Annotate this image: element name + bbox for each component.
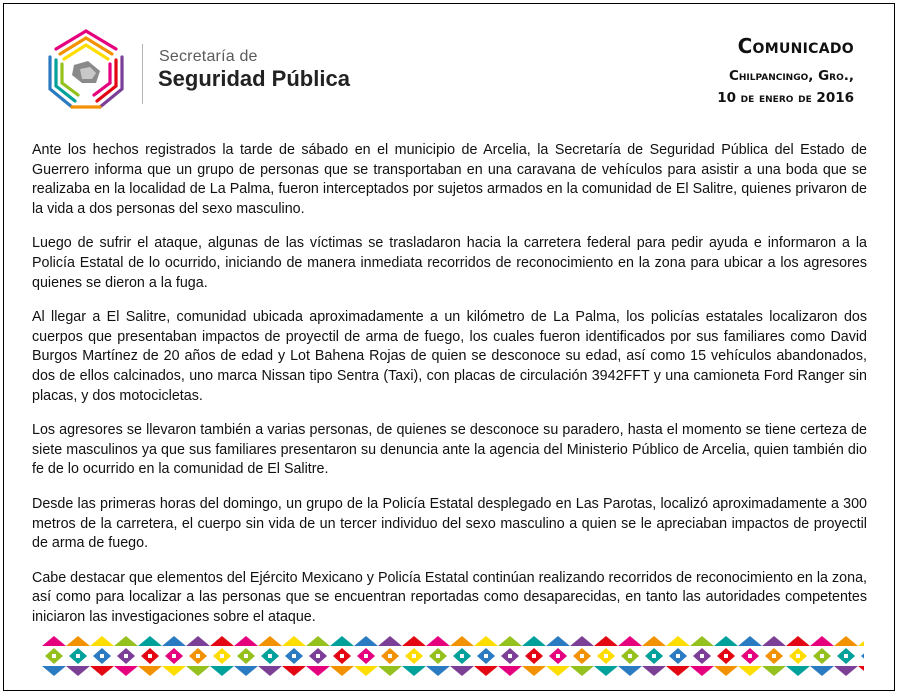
document-type-title: Comunicado (737, 34, 854, 58)
place-line: Chilpancingo, Gro., (728, 68, 854, 84)
decorative-border-band (42, 634, 864, 678)
paragraph-2: Luego de sufrir el ataque, algunas de las víctimas se trasladaron hacia la carretera federal para pedir ayuda e informaron a la Policía Estatal de lo ocurrido, iniciando de manera inmediata recorridos de reconocimiento en la zona para ubicar a los agresores quienes se dieron a la fuga. (32, 235, 867, 291)
guerrero-logo-icon (42, 27, 130, 111)
date-line: 10 de enero de 2016 (717, 90, 854, 106)
paragraph-3: Al llegar a El Salitre, comunidad ubicada aproximadamente a un kilómetro de La Palma, los policías estatales localizaron dos cuerpos que presentaban impactos de proyectil de arma de fuego, los cuales fueron identificados por sus familiares como David Burgos Martínez de 20 años de edad y Lot Bahena Rojas de quien se desconoce su edad, así como 15 vehículos abandonados, dos de ellos calcinados, uno marca Nissan tipo Sentra (Taxi), con placas de circulación 3942FFT y una camioneta Ford Ranger sin placas, y dos motocicletas. (32, 309, 867, 404)
org-name-line1: Secretaría de (159, 48, 258, 65)
press-release-page (3, 3, 895, 691)
paragraph-1: Ante los hechos registrados la tarde de sábado en el municipio de Arcelia, la Secretaría de Seguridad Pública del Estado de Guerrero informa que un grupo de personas que se transportaban en una caravana de vehículos para asistir a una boda que se realizaba en la localidad de La Palma, fueron interceptados por sujetos armados en la comunidad de El Salitre, quienes privaron de la vida a dos personas del sexo masculino. (32, 142, 867, 217)
paragraph-5: Desde las primeras horas del domingo, un grupo de la Policía Estatal desplegado en Las Parotas, localizó aproximadamente a 300 metros de la carretera, el cuerpo sin vida de un tercer individuo del sexo masculino a quien se le apreciaban impactos de proyectil de arma de fuego. (32, 495, 867, 552)
body-text (32, 141, 867, 642)
logo-divider (142, 44, 143, 104)
org-name-line2: Seguridad Pública (158, 66, 350, 91)
paragraph-4: Los agresores se llevaron también a varias personas, de quienes se desconoce su paradero, hasta el momento se tiene certeza de siete masculinos ya que sus familiares presentaron su denuncia ante la agencia del Ministerio Público de Arcelia, quien también dio fe de lo ocurrido en la comunidad de El Salitre. (32, 422, 867, 478)
paragraph-6: Cabe destacar que elementos del Ejército Mexicano y Policía Estatal continúan realizando recorridos de reconocimiento en la zona, así como para localizar a las personas que se encuentran reportadas como desaparecidas, en tanto las autoridades competentes iniciaron las investigaciones sobre el ataque. (32, 569, 867, 625)
